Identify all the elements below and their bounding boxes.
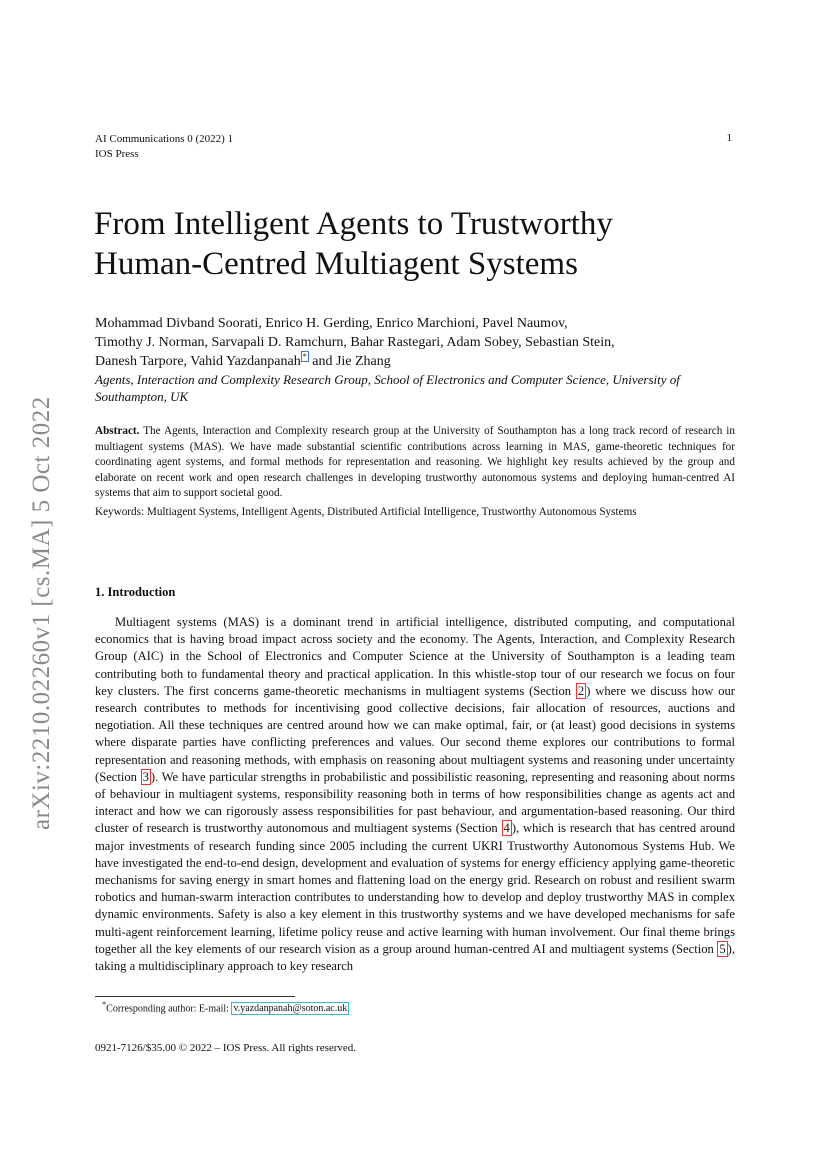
abstract-text: The Agents, Interaction and Complexity research group at the University of Southampton has a long track record of research in multiagent systems (MAS). We have made substantial scientific contributions across learning in MAS, game-theoretic techniques for coordinating agent systems, and formal methods for representation and reasoning. We highlight key results achieved by the group and elaborate on recent work and open research challenges in developing trustworthy autonomous systems and deploying human-centred AI systems that aim to support societal good. (95, 425, 735, 499)
authors-line-3: Danesh Tarpore, Vahid Yazdanpanah (95, 354, 301, 369)
abstract-label: Abstract. (95, 425, 140, 437)
affiliation: Agents, Interaction and Complexity Research Group, School of Electronics and Computer Science, University of Southampton, UK (95, 372, 680, 404)
section-ref-3[interactable]: 3 (142, 769, 149, 784)
publisher-name: IOS Press (95, 148, 139, 160)
intro-text-4: ), which is research that has centred around major investments of research funding since 2005 including the current UKRI Trustworthy Autonomous Systems Hub. We have investigated the end-to-end design, development and evaluation of systems for energy efficiency applying game-theoretic mechanisms for saving energy in smart homes and flattening load on the energy grid. Research on robust and resilient swarm robotics and human-swarm interaction contributes to understanding how to develop and deploy trustworthy MAS in complex dynamic environments. Safety is also a key element in this trustworthy systems and we have developed mechanisms for safe multi-agent reinforcement learning, lifetime policy reuse and active learning with human involvement. Our final theme brings together all the key elements of our research vision as a group around human-centred AI and multiagent systems (Section (95, 821, 736, 956)
section-ref-2[interactable]: 2 (577, 683, 585, 698)
paper-title (94, 204, 734, 284)
author-list (95, 314, 735, 371)
intro-text-2: ) where we discuss how our research contributes to methods for incentivising good collective decisions, fair allocation of resources, auctions and negotiation. All these techniques are centred around how we can make optimal, fair, or (at least) good decisions in systems where disparate parties have conflicting preferences and values. Our second theme explores our contributions to formal representation and reasoning methods, with emphasis on reasoning about multiagent systems and reasoning under uncertainty (Section (95, 683, 735, 784)
title-line-1: From Intelligent Agents to Trustworthy (94, 206, 613, 242)
corresponding-author-link[interactable]: * (302, 352, 307, 362)
copyright-line: 0921-7126/$35.00 © 2022 – IOS Press. All rights reserved. (95, 1042, 357, 1054)
footnote (102, 1000, 349, 1014)
abstract (95, 424, 735, 502)
section-ref-5[interactable]: 5 (719, 941, 726, 956)
title-line-2: Human-Centred Multiagent Systems (94, 246, 578, 282)
page-number: 1 (726, 132, 732, 144)
section-heading: 1. Introduction (95, 585, 176, 599)
intro-text-5: ), taking a multidisciplinary approach to key research (95, 941, 735, 974)
email-link[interactable]: v.yazdanpanah@soton.ac.uk (233, 1003, 348, 1015)
footnote-mark: * (102, 1000, 107, 1009)
section-ref-4[interactable]: 4 (503, 821, 510, 836)
introduction-paragraph (95, 614, 735, 975)
footnote-text: Corresponding author: E-mail: (106, 1003, 232, 1015)
keywords: Keywords: Multiagent Systems, Intelligent Agents, Distributed Artificial Intelligence, Trustworthy Autonomous Systems (95, 506, 637, 518)
footnote-rule (95, 996, 295, 997)
running-header (95, 132, 233, 162)
intro-text-3: ). We have particular strengths in probabilistic and possibilistic reasoning, representing and reasoning about norms of behaviour in multiagent systems, responsibility reasoning both in terms of how responsibilities change as agents act and interact and how we can rigorously assess responsibilities for past behaviour, and argumentation-based reasoning. Our third cluster of research is trustworthy autonomous and multiagent systems (Section (95, 769, 735, 836)
intro-text-1: Multiagent systems (MAS) is a dominant trend in artificial intelligence, distributed computing, and computational economics that is having broad impact across society and the economy. The Agents, Interaction, and Complexity Research Group (AIC) in the School of Electronics and Computer Science at the University of Southampton is a leading team contributing both to fundamental theory and practical application. In this whistle-stop tour of our research we focus on four key clusters. The first concerns game-theoretic mechanisms in multiagent systems (Section (95, 615, 735, 698)
journal-name: AI Communications 0 (2022) 1 (95, 133, 234, 145)
authors-line-2: Timothy J. Norman, Sarvapali D. Ramchurn, Bahar Rastegari, Adam Sobey, Sebastian Stein, (95, 335, 615, 350)
authors-line-3-end: and Jie Zhang (308, 354, 391, 369)
authors-line-1: Mohammad Divband Soorati, Enrico H. Gerding, Enrico Marchioni, Pavel Naumov, (95, 316, 568, 331)
arxiv-stamp: arXiv:2210.02260v1 [cs.MA] 5 Oct 2022 (28, 396, 55, 830)
